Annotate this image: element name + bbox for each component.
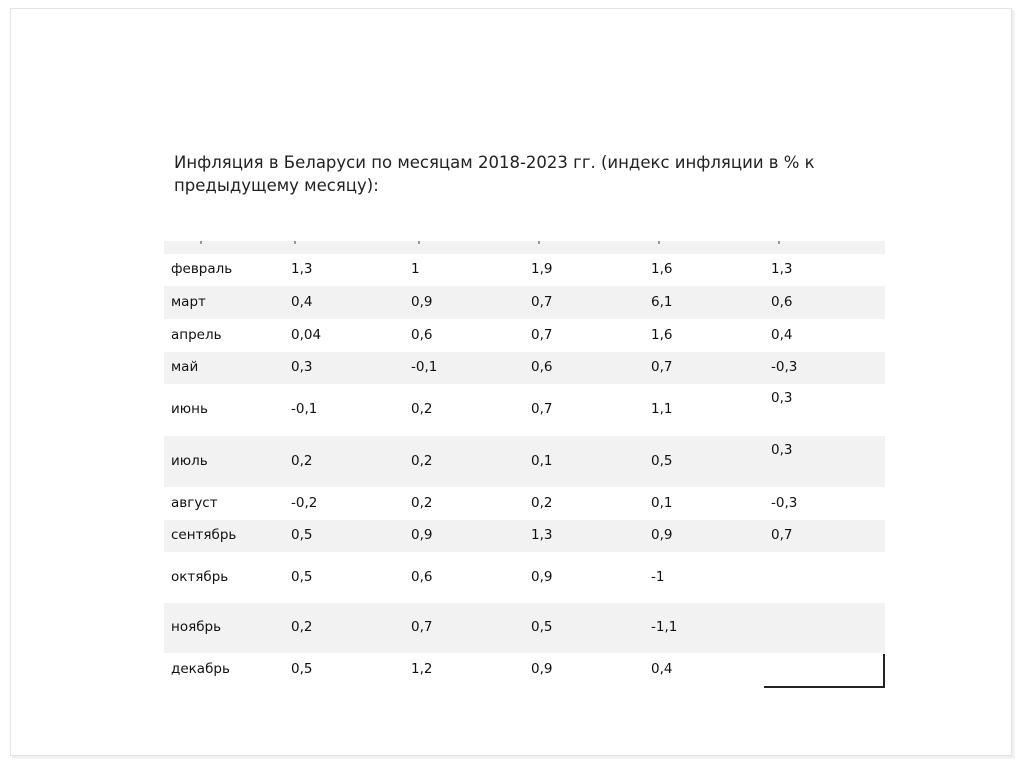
value-cell: 0,1 [531, 453, 553, 469]
value-cell: 0,7 [531, 327, 553, 343]
value-cell: -0,3 [771, 359, 798, 375]
value-cell: 0,4 [291, 294, 313, 310]
table-row [164, 286, 885, 319]
month-cell: сентябрь [171, 527, 237, 543]
value-cell: 0,2 [411, 495, 433, 511]
value-cell: 0,5 [651, 453, 673, 469]
value-cell: 1 [411, 261, 420, 277]
value-cell: 0,3 [771, 442, 793, 458]
table-row [164, 552, 885, 603]
inflation-table [164, 241, 885, 687]
value-cell: 0,9 [531, 661, 553, 677]
month-cell: август [171, 495, 218, 511]
month-cell: декабрь [171, 661, 230, 677]
value-cell: 1,6 [651, 327, 673, 343]
table-row [164, 487, 885, 520]
value-cell: 1,9 [531, 261, 553, 277]
value-cell: 0,7 [411, 619, 433, 635]
value-cell: 1,2 [411, 661, 433, 677]
value-cell: 1,3 [531, 527, 553, 543]
value-cell: -0,3 [771, 495, 798, 511]
table-row [164, 319, 885, 352]
value-cell: 0,4 [771, 327, 793, 343]
value-cell: -1 [651, 569, 665, 585]
value-cell: 0,6 [531, 359, 553, 375]
value-cell: 0,5 [531, 619, 553, 635]
value-cell: -0,2 [291, 495, 318, 511]
value-cell: 0,04 [291, 327, 322, 343]
value-cell: 1,3 [291, 261, 313, 277]
value-cell: 0,6 [411, 569, 433, 585]
value-cell: 0,5 [291, 661, 313, 677]
value-cell: 0,1 [651, 495, 673, 511]
value-cell: 0,5 [291, 527, 313, 543]
value-cell: 0,7 [771, 527, 793, 543]
slide-shadow-bottom [12, 756, 1015, 759]
value-cell: -0,1 [291, 401, 318, 417]
page-title: Инфляция в Беларуси по месяцам 2018-2023 гг. (индекс инфляции в % к предыдущему месяцу): [174, 153, 815, 195]
month-cell: июль [171, 453, 208, 469]
value-cell: 0,5 [291, 569, 313, 585]
value-cell: 0,6 [411, 327, 433, 343]
value-cell: 0,7 [651, 359, 673, 375]
month-cell: июнь [171, 401, 208, 417]
month-cell: апрель [171, 327, 222, 343]
value-cell: 0,9 [411, 294, 433, 310]
table-row [164, 653, 885, 687]
value-cell: 0,3 [771, 390, 793, 406]
table-row [164, 352, 885, 384]
table-row [164, 603, 885, 653]
value-cell: 0,6 [771, 294, 793, 310]
month-cell: ноябрь [171, 619, 222, 635]
month-cell: февраль [171, 261, 233, 277]
table-border-bottom [764, 686, 885, 688]
value-cell: -0,1 [411, 359, 438, 375]
value-cell: 0,7 [531, 294, 553, 310]
table-row [164, 384, 885, 436]
table-row [164, 436, 885, 487]
value-cell: 0,7 [531, 401, 553, 417]
table-header-cut-off [164, 241, 885, 254]
value-cell: -1,1 [651, 619, 678, 635]
month-cell: май [171, 359, 199, 375]
value-cell: 0,9 [651, 527, 673, 543]
table-row [164, 254, 885, 286]
value-cell: 0,2 [411, 453, 433, 469]
value-cell: 0,4 [651, 661, 673, 677]
table-border-right [883, 654, 885, 688]
value-cell: 0,2 [531, 495, 553, 511]
value-cell: 0,9 [531, 569, 553, 585]
value-cell: 0,2 [291, 619, 313, 635]
value-cell: 1,6 [651, 261, 673, 277]
table-body [164, 254, 885, 687]
value-cell: 6,1 [651, 294, 673, 310]
value-cell: 0,3 [291, 359, 313, 375]
slide-shadow-right [1012, 10, 1015, 758]
month-cell: март [171, 294, 206, 310]
value-cell: 1,3 [771, 261, 793, 277]
value-cell: 0,2 [291, 453, 313, 469]
value-cell: 0,9 [411, 527, 433, 543]
value-cell: 1,1 [651, 401, 673, 417]
value-cell: 0,2 [411, 401, 433, 417]
month-cell: октябрь [171, 569, 229, 585]
table-row [164, 520, 885, 552]
